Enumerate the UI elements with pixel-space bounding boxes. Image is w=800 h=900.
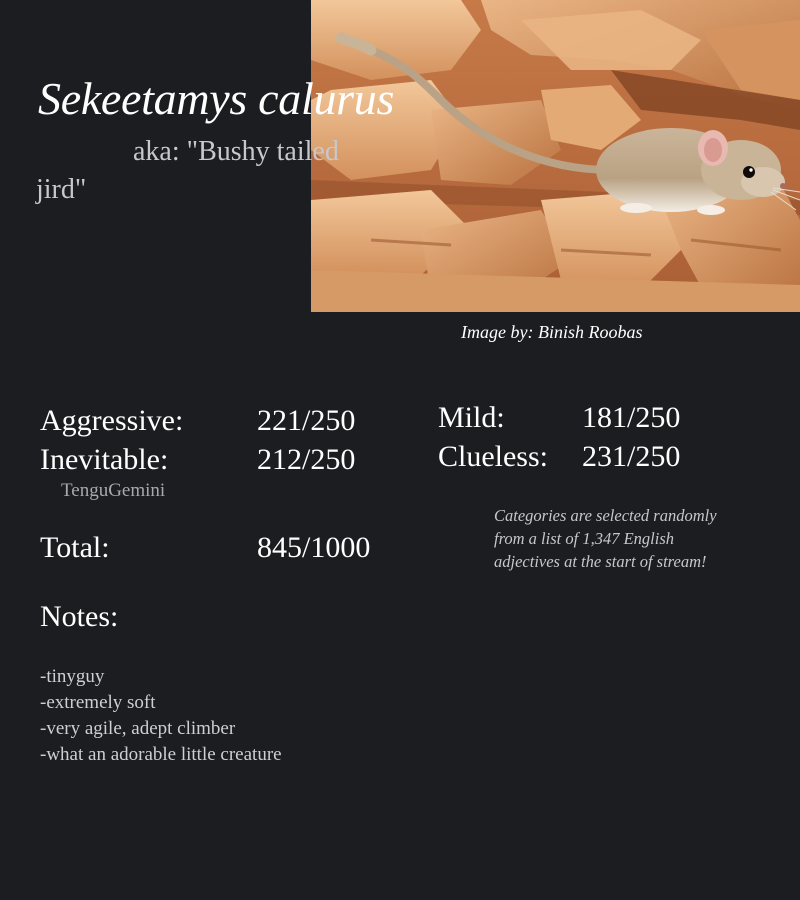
categories-note: Categories are selected randomly from a list of 1,347 English adjectives at the start of stream! [494,506,717,571]
score-value-aggressive: 221/250 [257,404,356,437]
score-label-inevitable: Inevitable: [40,443,169,476]
score-label-clueless: Clueless: [438,440,548,473]
category-suggester: TenguGemini [61,480,166,501]
score-value-clueless: 231/250 [582,440,681,473]
image-credit: Image by: Binish Roobas [461,322,643,342]
jird-photo-illustration [311,0,800,312]
score-value-mild: 181/250 [582,401,681,434]
notes-list [40,664,282,768]
note-item: -extremely soft [40,692,156,713]
score-label-mild: Mild: [438,401,505,434]
common-name: aka: "Bushy tailed jird" [36,136,339,205]
total-value: 845/1000 [257,531,371,564]
notes-heading: Notes: [40,600,119,633]
jird-photo [311,0,800,312]
score-label-aggressive: Aggressive: [40,404,184,437]
note-item: -tinyguy [40,666,105,687]
note-item: -very agile, adept climber [40,718,236,739]
species-title: Sekeetamys calurus [38,73,395,124]
note-item: -what an adorable little creature [40,744,282,765]
total-label: Total: [40,531,110,564]
score-value-inevitable: 212/250 [257,443,356,476]
